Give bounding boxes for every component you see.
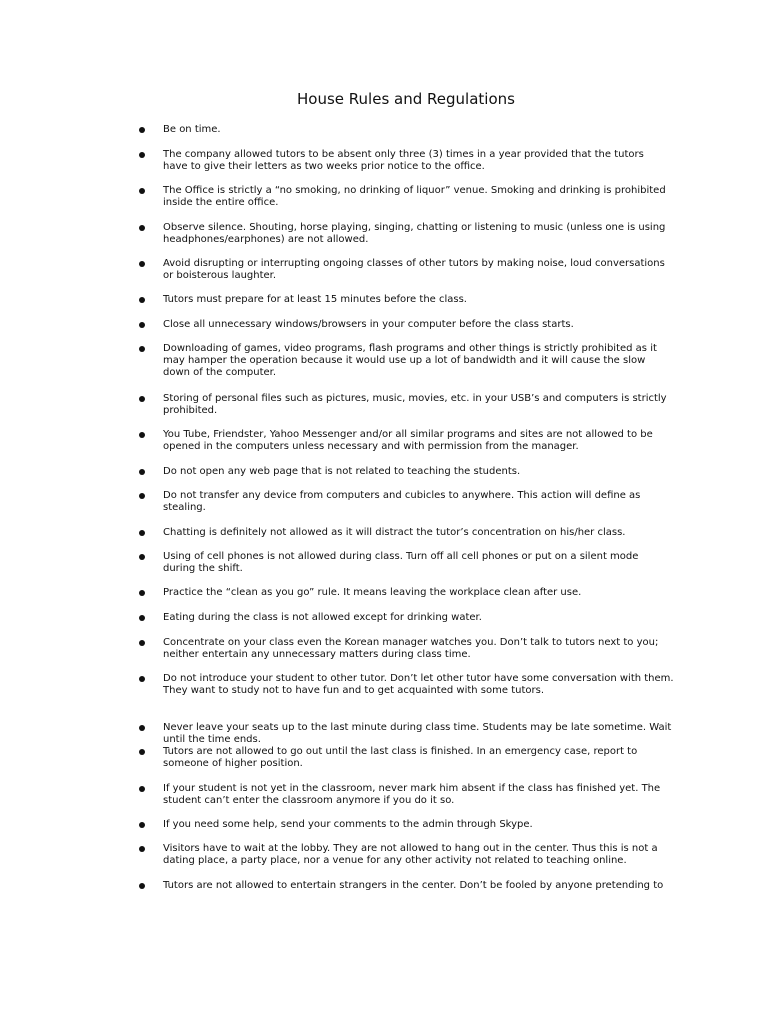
document-title: House Rules and Regulations	[297, 90, 515, 108]
bullet-icon	[139, 822, 145, 828]
rule-line: someone of higher position.	[163, 758, 303, 769]
rule-line: Using of cell phones is not allowed during class. Turn off all cell phones or put on a silent mode	[163, 551, 639, 562]
bullet-icon	[139, 749, 145, 755]
rule-line: Close all unnecessary windows/browsers in your computer before the class starts.	[163, 319, 574, 330]
rule-line: Do not transfer any device from computers and cubicles to anywhere. This action will define as	[163, 490, 641, 501]
bullet-icon	[139, 188, 145, 194]
bullet-icon	[139, 676, 145, 682]
bullet-icon	[139, 432, 145, 438]
rule-line: Tutors must prepare for at least 15 minutes before the class.	[163, 294, 467, 305]
rule-line: Visitors have to wait at the lobby. They are not allowed to hang out in the center. Thus this is not a	[163, 843, 658, 854]
bullet-icon	[139, 261, 145, 267]
rule-line: Chatting is definitely not allowed as it will distract the tutor’s concentration on his/her class.	[163, 527, 626, 538]
rule-line: during the shift.	[163, 563, 243, 574]
rule-line: until the time ends.	[163, 734, 261, 745]
rule-line: down of the computer.	[163, 367, 277, 378]
bullet-icon	[139, 152, 145, 158]
rule-line: If your student is not yet in the classroom, never mark him absent if the class has finished yet. The	[163, 783, 661, 794]
rule-line: The company allowed tutors to be absent only three (3) times in a year provided that the tutors	[163, 149, 644, 160]
rule-line: They want to study not to have fun and to get acquainted with some tutors.	[163, 685, 544, 696]
rule-line: The Office is strictly a “no smoking, no drinking of liquor” venue. Smoking and drinking is prohibited	[163, 185, 666, 196]
rule-line: dating place, a party place, nor a venue for any other activity not related to teaching online.	[163, 855, 627, 866]
rule-line: Never leave your seats up to the last minute during class time. Students may be late sometime. Wait	[163, 722, 672, 733]
rule-line: or boisterous laughter.	[163, 270, 277, 281]
bullet-icon	[139, 225, 145, 231]
rule-line: headphones/earphones) are not allowed.	[163, 234, 369, 245]
bullet-icon	[139, 297, 145, 303]
rule-line: student can’t enter the classroom anymore if you do it so.	[163, 795, 455, 806]
bullet-icon	[139, 590, 145, 596]
rule-line: may hamper the operation because it would use up a lot of bandwidth and it will cause the slow	[163, 355, 646, 366]
bullet-icon	[139, 846, 145, 852]
bullet-icon	[139, 615, 145, 621]
bullet-icon	[139, 346, 145, 352]
bullet-icon	[139, 786, 145, 792]
rule-line: Tutors are not allowed to entertain strangers in the center. Don’t be fooled by anyone pretending to	[163, 880, 664, 891]
rule-line: Do not open any web page that is not related to teaching the students.	[163, 466, 521, 477]
bullet-icon	[139, 554, 145, 560]
rule-line: You Tube, Friendster, Yahoo Messenger and/or all similar programs and sites are not allowed to be	[163, 429, 653, 440]
rule-line: Be on time.	[163, 124, 221, 135]
rule-line: Observe silence. Shouting, horse playing, singing, chatting or listening to music (unless one is using	[163, 222, 666, 233]
rule-line: Tutors are not allowed to go out until the last class is finished. In an emergency case, report to	[163, 746, 638, 757]
rule-line: Do not introduce your student to other tutor. Don’t let other tutor have some conversation with them.	[163, 673, 674, 684]
rule-line: Avoid disrupting or interrupting ongoing classes of other tutors by making noise, loud conversations	[163, 258, 665, 269]
rule-line: prohibited.	[163, 405, 218, 416]
bullet-icon	[139, 322, 145, 328]
rule-line: Concentrate on your class even the Korean manager watches you. Don’t talk to tutors next to you;	[163, 637, 659, 648]
rule-line: Storing of personal files such as pictures, music, movies, etc. in your USB’s and computers is strictly	[163, 393, 667, 404]
bullet-icon	[139, 396, 145, 402]
bullet-icon	[139, 469, 145, 475]
rule-line: inside the entire office.	[163, 197, 279, 208]
rule-line: Downloading of games, video programs, flash programs and other things is strictly prohibited as it	[163, 343, 657, 354]
bullet-icon	[139, 883, 145, 889]
rule-line: Eating during the class is not allowed except for drinking water.	[163, 612, 482, 623]
rule-line: stealing.	[163, 502, 206, 513]
bullet-icon	[139, 530, 145, 536]
bullet-icon	[139, 640, 145, 646]
rule-line: neither entertain any unnecessary matters during class time.	[163, 649, 471, 660]
rule-line: opened in the computers unless necessary and with permission from the manager.	[163, 441, 579, 452]
bullet-icon	[139, 725, 145, 731]
rule-line: have to give their letters as two weeks prior notice to the office.	[163, 161, 485, 172]
bullet-icon	[139, 127, 145, 133]
bullet-icon	[139, 493, 145, 499]
rule-line: If you need some help, send your comments to the admin through Skype.	[163, 819, 533, 830]
rule-line: Practice the “clean as you go” rule. It means leaving the workplace clean after use.	[163, 587, 582, 598]
